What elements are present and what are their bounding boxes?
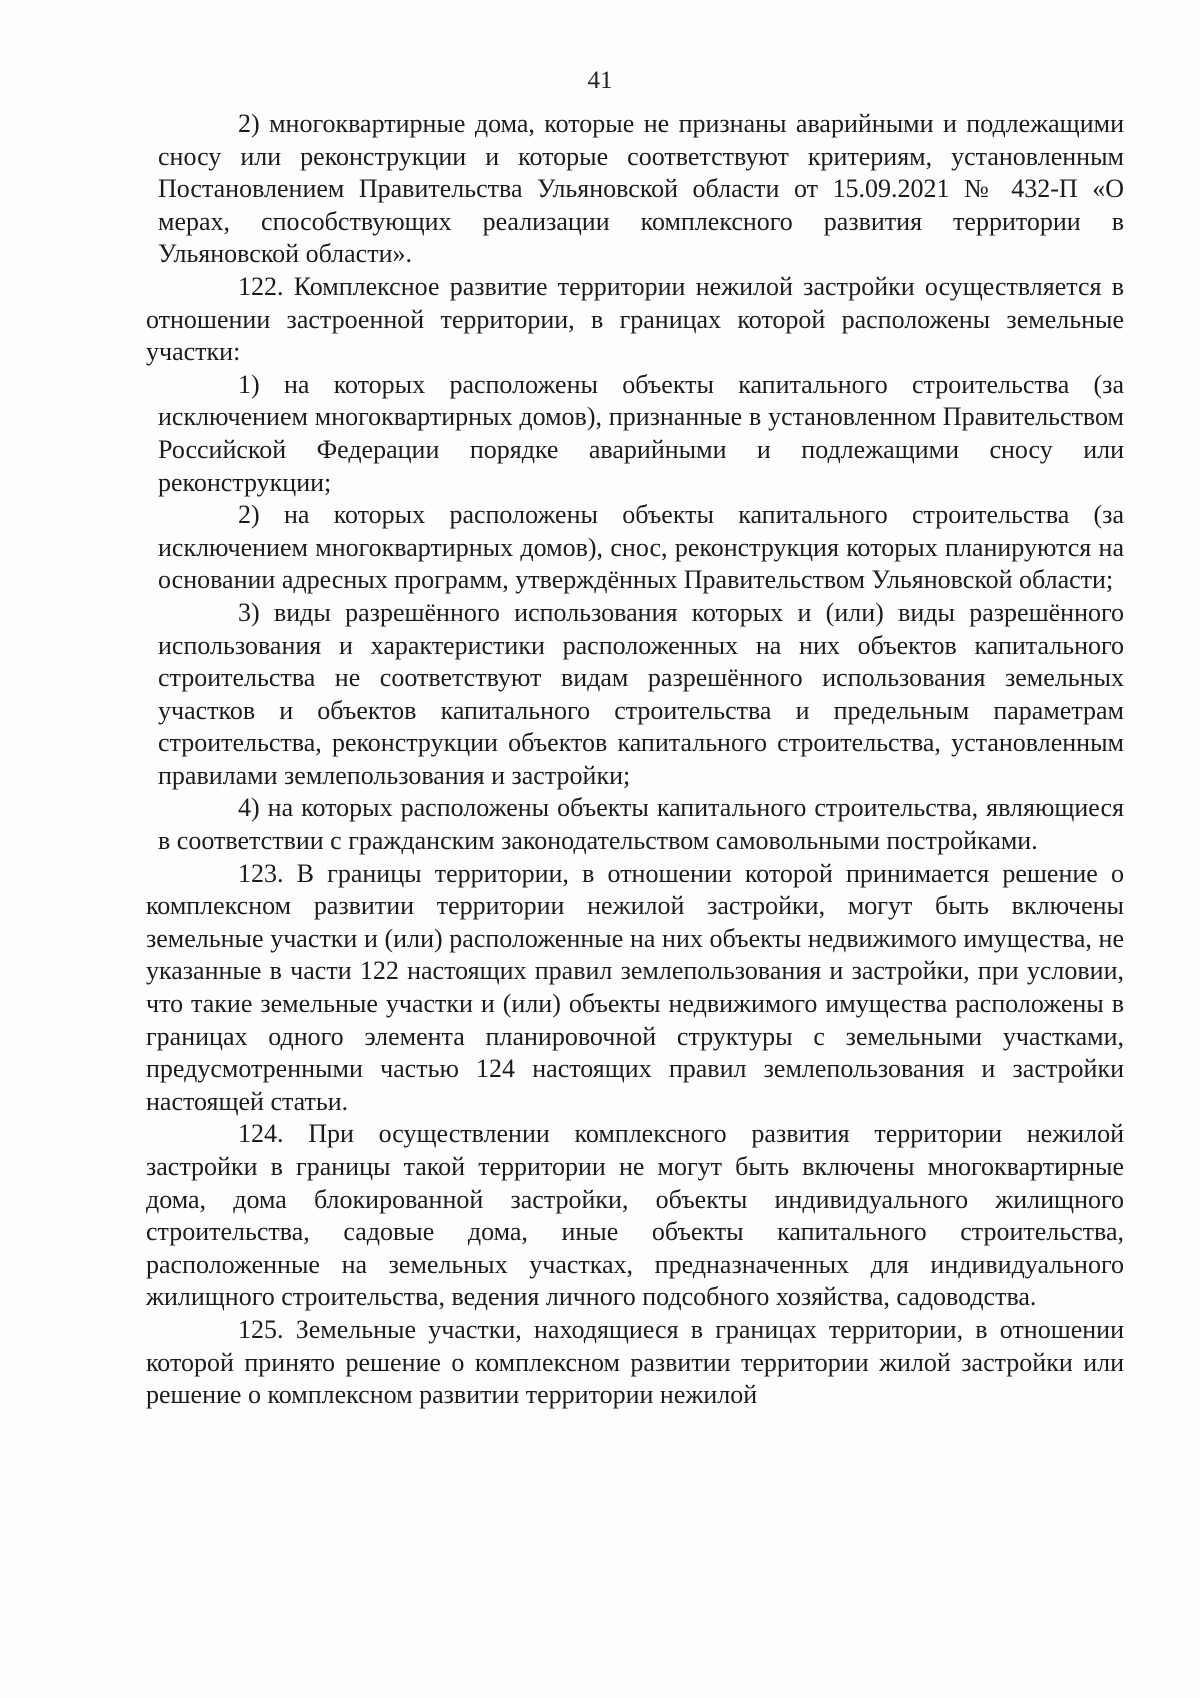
paragraph-article-122-item-3: 3) виды разрешённого использования которых и (или) виды разрешённого использования и характеристики расположенных на них объектов капитального строительства не соответствуют видам разрешённого использования земельных участков и объектов капитального строительства и предельным параметрам строительства, реконструкции объектов капитального строительства, установленным правилами землепользования и застройки; bbox=[158, 597, 1124, 790]
paragraph-article-122-item-1: 1) на которых расположены объекты капитального строительства (за исключением многоквартирных домов), признанные в установленном Правительством Российской Федерации порядке аварийными и подлежащими сносу или реконструкции; bbox=[158, 369, 1124, 497]
paragraph-article-124: 124. При осуществлении комплексного развития территории нежилой застройки в границы такой территории не могут быть включены многоквартирные дома, дома блокированной застройки, объекты индивидуального жилищного строительства, садовые дома, иные объекты капитального строительства, расположенные на земельных участках, предназначенных для индивидуального жилищного строительства, ведения личного подсобного хозяйства, садоводства. bbox=[146, 1119, 1124, 1312]
paragraph-article-125: 125. Земельные участки, находящиеся в границах территории, в отношении которой принято решение о комплексном развитии территории жилой застройки или решение о комплексном развитии территории нежилой bbox=[146, 1314, 1124, 1410]
paragraph-article-122-item-4: 4) на которых расположены объекты капитального строительства, являющиеся в соответствии с гражданским законодательством самовольными постройками. bbox=[158, 793, 1124, 856]
document-body bbox=[146, 108, 1124, 1412]
paragraph-article-122: 122. Комплексное развитие территории нежилой застройки осуществляется в отношении застроенной территории, в границах которой расположены земельные участки: bbox=[146, 271, 1124, 367]
paragraph-article-123: 123. В границы территории, в отношении которой принимается решение о комплексном развитии территории нежилой застройки, могут быть включены земельные участки и (или) расположенные на них объекты недвижимого имущества, не указанные в части 122 настоящих правил землепользования и застройки, при условии, что такие земельные участки и (или) объекты недвижимого имущества расположены в границах одного элемента планировочной структуры с земельными участками, предусмотренными частью 124 настоящих правил землепользования и застройки настоящей статьи. bbox=[146, 858, 1124, 1116]
page-number: 41 bbox=[587, 67, 613, 94]
paragraph-item-2: 2) многоквартирные дома, которые не признаны аварийными и подлежащими сносу или реконструкции и которые соответствуют критериям, установленным Постановлением Правительства Ульяновской области от 15.09.2021 № 432-П «О мерах, способствующих реализации комплексного развития территории в Ульяновской области». bbox=[158, 109, 1124, 269]
paragraph-article-122-item-2: 2) на которых расположены объекты капитального строительства (за исключением многоквартирных домов), снос, реконструкция которых планируются на основании адресных программ, утверждённых Правительством Ульяновской области; bbox=[158, 500, 1124, 595]
